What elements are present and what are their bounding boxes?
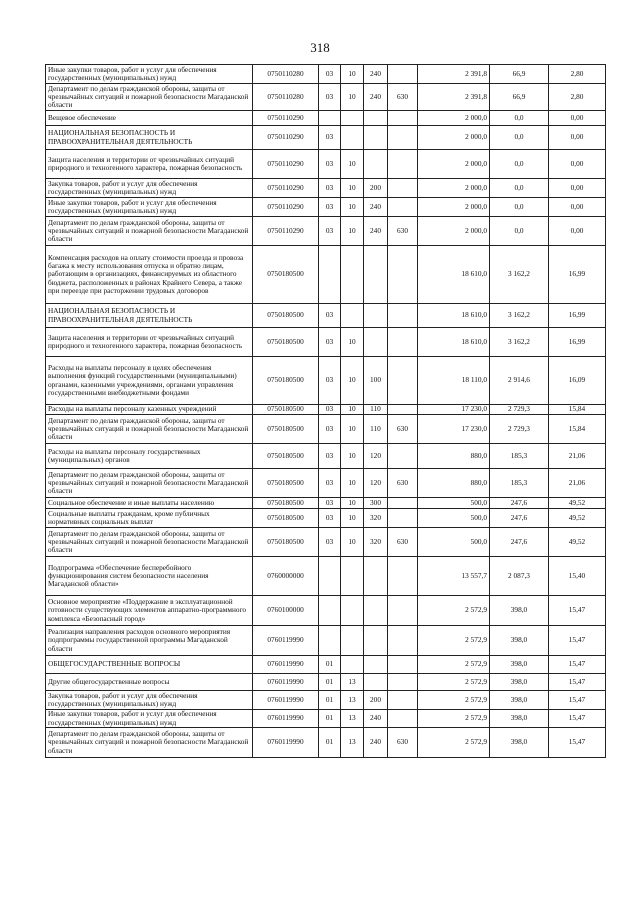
row-percent-cell: 15,84 <box>549 415 606 444</box>
table-row <box>46 469 606 498</box>
row-planned-amount-cell: 2 000,0 <box>418 198 490 217</box>
row-planned-amount-cell: 2 572,9 <box>418 728 490 758</box>
row-section-cell: 03 <box>319 198 341 217</box>
row-name-cell: Закупка товаров, работ и услуг для обеспечения государственных (муниципальных) нужд <box>46 691 253 710</box>
row-expense-type-cell: 200 <box>364 691 388 710</box>
row-subsection-cell: 10 <box>341 84 364 111</box>
row-code-cell: 0760119990 <box>253 728 319 758</box>
row-actual-amount-cell: 0,0 <box>490 150 549 179</box>
row-percent-cell: 0,00 <box>549 111 606 126</box>
row-name-cell: Другие общегосударственные вопросы <box>46 674 253 691</box>
table-row <box>46 246 606 304</box>
row-actual-amount-cell: 398,0 <box>490 674 549 691</box>
row-expense-type-cell: 320 <box>364 528 388 557</box>
row-percent-cell: 2,80 <box>549 65 606 84</box>
row-planned-amount-cell: 2 572,9 <box>418 596 490 626</box>
row-name-cell: Иные закупки товаров, работ и услуг для обеспечения государственных (муниципальных) нужд <box>46 710 253 728</box>
row-percent-cell: 15,47 <box>549 728 606 758</box>
row-code-cell: 0750180500 <box>253 357 319 405</box>
table-row <box>46 557 606 596</box>
row-section-cell: 01 <box>319 691 341 710</box>
row-section-cell: 03 <box>319 498 341 509</box>
row-actual-amount-cell: 185,3 <box>490 444 549 469</box>
row-section-cell: 03 <box>319 469 341 498</box>
row-section-cell: 03 <box>319 126 341 150</box>
row-planned-amount-cell: 500,0 <box>418 528 490 557</box>
row-subsection-cell: 10 <box>341 469 364 498</box>
row-percent-cell: 15,47 <box>549 691 606 710</box>
row-administrator-cell <box>388 509 418 528</box>
row-section-cell: 01 <box>319 728 341 758</box>
row-planned-amount-cell: 13 557,7 <box>418 557 490 596</box>
row-code-cell: 0750180500 <box>253 304 319 328</box>
row-name-cell: Компенсация расходов на оплату стоимости проезда и провоза багажа к месту использования отпуска и обратно лицам, работающим в организациях, финансируемых из областного бюджета, расположенных в районах Крайнего Севера, а также при переезде при расторжении трудовых договоров <box>46 246 253 304</box>
row-code-cell: 0750110280 <box>253 84 319 111</box>
row-planned-amount-cell: 2 572,9 <box>418 710 490 728</box>
table-row <box>46 498 606 509</box>
table-row <box>46 111 606 126</box>
row-code-cell: 0750180500 <box>253 405 319 415</box>
row-administrator-cell <box>388 674 418 691</box>
row-section-cell: 03 <box>319 150 341 179</box>
row-planned-amount-cell: 18 610,0 <box>418 304 490 328</box>
row-subsection-cell <box>341 246 364 304</box>
row-expense-type-cell: 300 <box>364 498 388 509</box>
row-actual-amount-cell: 398,0 <box>490 626 549 656</box>
row-name-cell: Закупка товаров, работ и услуг для обеспечения государственных (муниципальных) нужд <box>46 179 253 198</box>
table-row <box>46 198 606 217</box>
row-code-cell: 0760119990 <box>253 710 319 728</box>
row-administrator-cell <box>388 304 418 328</box>
row-planned-amount-cell: 500,0 <box>418 498 490 509</box>
row-actual-amount-cell: 247,6 <box>490 528 549 557</box>
row-subsection-cell: 10 <box>341 198 364 217</box>
row-actual-amount-cell: 398,0 <box>490 596 549 626</box>
row-section-cell: 03 <box>319 304 341 328</box>
row-planned-amount-cell: 880,0 <box>418 444 490 469</box>
row-subsection-cell: 10 <box>341 179 364 198</box>
row-subsection-cell <box>341 111 364 126</box>
row-section-cell <box>319 246 341 304</box>
table-row <box>46 656 606 674</box>
row-percent-cell: 49,52 <box>549 509 606 528</box>
row-actual-amount-cell: 66,9 <box>490 84 549 111</box>
row-name-cell: Департамент по делам гражданской обороны, защиты от чрезвычайных ситуаций и пожарной безопасности Магаданской области <box>46 84 253 111</box>
row-section-cell: 03 <box>319 65 341 84</box>
row-expense-type-cell: 200 <box>364 179 388 198</box>
row-expense-type-cell: 240 <box>364 198 388 217</box>
row-planned-amount-cell: 18 610,0 <box>418 328 490 357</box>
row-name-cell: Основное мероприятие «Поддержание в эксплуатационной готовности существующих элементов аппаратно-программного комплекса «Безопасный город» <box>46 596 253 626</box>
row-administrator-cell <box>388 357 418 405</box>
row-expense-type-cell: 110 <box>364 415 388 444</box>
row-code-cell: 0750180500 <box>253 509 319 528</box>
row-percent-cell: 0,00 <box>549 179 606 198</box>
row-administrator-cell: 630 <box>388 469 418 498</box>
row-name-cell: Расходы на выплаты персоналу государственных (муниципальных) органов <box>46 444 253 469</box>
row-administrator-cell: 630 <box>388 528 418 557</box>
row-subsection-cell: 10 <box>341 405 364 415</box>
row-section-cell: 03 <box>319 415 341 444</box>
row-subsection-cell: 10 <box>341 444 364 469</box>
row-actual-amount-cell: 3 162,2 <box>490 304 549 328</box>
row-administrator-cell: 630 <box>388 84 418 111</box>
row-section-cell: 03 <box>319 528 341 557</box>
row-expense-type-cell: 240 <box>364 710 388 728</box>
table-row <box>46 415 606 444</box>
row-expense-type-cell: 110 <box>364 405 388 415</box>
row-administrator-cell: 630 <box>388 728 418 758</box>
row-expense-type-cell: 120 <box>364 469 388 498</box>
row-percent-cell: 16,99 <box>549 246 606 304</box>
table-row <box>46 691 606 710</box>
row-administrator-cell <box>388 150 418 179</box>
table-row <box>46 179 606 198</box>
table-row <box>46 304 606 328</box>
row-subsection-cell: 10 <box>341 357 364 405</box>
row-administrator-cell <box>388 596 418 626</box>
row-subsection-cell <box>341 304 364 328</box>
row-subsection-cell <box>341 126 364 150</box>
row-expense-type-cell <box>364 656 388 674</box>
row-subsection-cell <box>341 656 364 674</box>
row-code-cell: 0750180500 <box>253 415 319 444</box>
row-section-cell <box>319 111 341 126</box>
row-planned-amount-cell: 2 000,0 <box>418 126 490 150</box>
table-row <box>46 596 606 626</box>
table-row <box>46 65 606 84</box>
row-section-cell: 03 <box>319 217 341 246</box>
table-row <box>46 626 606 656</box>
row-actual-amount-cell: 0,0 <box>490 179 549 198</box>
row-planned-amount-cell: 880,0 <box>418 469 490 498</box>
row-actual-amount-cell: 398,0 <box>490 691 549 710</box>
row-name-cell: Социальные выплаты гражданам, кроме публичных нормативных социальных выплат <box>46 509 253 528</box>
row-planned-amount-cell: 2 000,0 <box>418 217 490 246</box>
row-expense-type-cell <box>364 126 388 150</box>
row-administrator-cell <box>388 656 418 674</box>
row-code-cell: 0750110290 <box>253 150 319 179</box>
row-planned-amount-cell: 18 110,0 <box>418 357 490 405</box>
row-code-cell: 0750180500 <box>253 498 319 509</box>
row-administrator-cell <box>388 179 418 198</box>
row-subsection-cell: 10 <box>341 217 364 246</box>
row-actual-amount-cell: 3 162,2 <box>490 328 549 357</box>
row-planned-amount-cell: 2 000,0 <box>418 179 490 198</box>
row-administrator-cell: 630 <box>388 217 418 246</box>
row-name-cell: Департамент по делам гражданской обороны, защиты от чрезвычайных ситуаций и пожарной безопасности Магаданской области <box>46 415 253 444</box>
row-subsection-cell: 13 <box>341 674 364 691</box>
table-body <box>46 65 606 758</box>
table-row <box>46 674 606 691</box>
row-actual-amount-cell: 0,0 <box>490 126 549 150</box>
table-row <box>46 357 606 405</box>
row-name-cell: Расходы на выплаты персоналу казенных учреждений <box>46 405 253 415</box>
row-expense-type-cell: 240 <box>364 217 388 246</box>
row-code-cell: 0760119990 <box>253 674 319 691</box>
row-percent-cell: 2,80 <box>549 84 606 111</box>
row-subsection-cell: 13 <box>341 728 364 758</box>
row-subsection-cell <box>341 596 364 626</box>
row-code-cell: 0750110290 <box>253 198 319 217</box>
row-name-cell: Департамент по делам гражданской обороны, защиты от чрезвычайных ситуаций и пожарной безопасности Магаданской области <box>46 217 253 246</box>
table-row <box>46 217 606 246</box>
row-section-cell: 03 <box>319 84 341 111</box>
row-code-cell: 0750180500 <box>253 444 319 469</box>
row-administrator-cell <box>388 126 418 150</box>
table-row <box>46 150 606 179</box>
row-subsection-cell: 13 <box>341 691 364 710</box>
row-name-cell: Социальное обеспечение и иные выплаты населению <box>46 498 253 509</box>
row-expense-type-cell <box>364 557 388 596</box>
row-percent-cell: 0,00 <box>549 198 606 217</box>
row-section-cell: 01 <box>319 710 341 728</box>
row-expense-type-cell: 240 <box>364 728 388 758</box>
row-code-cell: 0760000000 <box>253 557 319 596</box>
row-expense-type-cell: 240 <box>364 65 388 84</box>
row-name-cell: Иные закупки товаров, работ и услуг для обеспечения государственных (муниципальных) нужд <box>46 65 253 84</box>
row-actual-amount-cell: 398,0 <box>490 710 549 728</box>
row-actual-amount-cell: 2 914,6 <box>490 357 549 405</box>
row-actual-amount-cell: 398,0 <box>490 656 549 674</box>
row-code-cell: 0750110290 <box>253 179 319 198</box>
row-name-cell: Подпрограмма «Обеспечение бесперебойного функционирования систем безопасности населения Магаданской области» <box>46 557 253 596</box>
table-row <box>46 444 606 469</box>
row-name-cell: Департамент по делам гражданской обороны, защиты от чрезвычайных ситуаций и пожарной безопасности Магаданской области <box>46 469 253 498</box>
row-subsection-cell <box>341 626 364 656</box>
row-percent-cell: 0,00 <box>549 150 606 179</box>
row-planned-amount-cell: 18 610,0 <box>418 246 490 304</box>
row-name-cell: Вещевое обеспечение <box>46 111 253 126</box>
row-percent-cell: 49,52 <box>549 528 606 557</box>
row-name-cell: Департамент по делам гражданской обороны, защиты от чрезвычайных ситуаций и пожарной безопасности Магаданской области <box>46 728 253 758</box>
row-percent-cell: 15,47 <box>549 596 606 626</box>
row-section-cell: 03 <box>319 444 341 469</box>
row-planned-amount-cell: 2 572,9 <box>418 691 490 710</box>
row-expense-type-cell <box>364 150 388 179</box>
row-administrator-cell <box>388 444 418 469</box>
row-expense-type-cell <box>364 626 388 656</box>
row-percent-cell: 15,47 <box>549 710 606 728</box>
row-percent-cell: 16,99 <box>549 328 606 357</box>
row-subsection-cell: 10 <box>341 498 364 509</box>
row-planned-amount-cell: 2 000,0 <box>418 150 490 179</box>
row-administrator-cell: 630 <box>388 415 418 444</box>
row-actual-amount-cell: 247,6 <box>490 509 549 528</box>
table-row <box>46 84 606 111</box>
table-row <box>46 405 606 415</box>
row-subsection-cell: 10 <box>341 528 364 557</box>
row-planned-amount-cell: 2 572,9 <box>418 674 490 691</box>
row-planned-amount-cell: 2 572,9 <box>418 656 490 674</box>
budget-table <box>45 64 606 758</box>
row-percent-cell: 21,06 <box>549 469 606 498</box>
row-planned-amount-cell: 2 391,8 <box>418 65 490 84</box>
row-administrator-cell <box>388 111 418 126</box>
row-section-cell: 01 <box>319 674 341 691</box>
table-row <box>46 509 606 528</box>
row-actual-amount-cell: 0,0 <box>490 198 549 217</box>
row-expense-type-cell <box>364 596 388 626</box>
row-actual-amount-cell: 398,0 <box>490 728 549 758</box>
row-expense-type-cell: 100 <box>364 357 388 405</box>
row-name-cell: Департамент по делам гражданской обороны, защиты от чрезвычайных ситуаций и пожарной безопасности Магаданской области <box>46 528 253 557</box>
row-administrator-cell <box>388 198 418 217</box>
row-expense-type-cell <box>364 304 388 328</box>
row-code-cell: 0760119990 <box>253 656 319 674</box>
row-administrator-cell <box>388 498 418 509</box>
row-subsection-cell: 10 <box>341 328 364 357</box>
row-percent-cell: 15,84 <box>549 405 606 415</box>
row-subsection-cell: 10 <box>341 509 364 528</box>
row-actual-amount-cell: 2 729,3 <box>490 405 549 415</box>
row-percent-cell: 21,06 <box>549 444 606 469</box>
row-code-cell: 0750180500 <box>253 246 319 304</box>
row-code-cell: 0760119990 <box>253 626 319 656</box>
row-administrator-cell <box>388 246 418 304</box>
row-name-cell: НАЦИОНАЛЬНАЯ БЕЗОПАСНОСТЬ И ПРАВООХРАНИТЕЛЬНАЯ ДЕЯТЕЛЬНОСТЬ <box>46 304 253 328</box>
row-code-cell: 0750180500 <box>253 328 319 357</box>
row-actual-amount-cell: 0,0 <box>490 111 549 126</box>
table-row <box>46 728 606 758</box>
row-expense-type-cell: 240 <box>364 84 388 111</box>
row-percent-cell: 15,47 <box>549 674 606 691</box>
row-actual-amount-cell: 2 729,3 <box>490 415 549 444</box>
page-number: 318 <box>310 40 330 55</box>
row-planned-amount-cell: 17 230,0 <box>418 405 490 415</box>
row-name-cell: Иные закупки товаров, работ и услуг для обеспечения государственных (муниципальных) нужд <box>46 198 253 217</box>
row-expense-type-cell: 320 <box>364 509 388 528</box>
row-planned-amount-cell: 2 000,0 <box>418 111 490 126</box>
row-code-cell: 0750110290 <box>253 111 319 126</box>
row-percent-cell: 16,99 <box>549 304 606 328</box>
row-actual-amount-cell: 66,9 <box>490 65 549 84</box>
row-name-cell: Защита населения и территории от чрезвычайных ситуаций природного и техногенного характера, пожарная безопасность <box>46 150 253 179</box>
row-actual-amount-cell: 247,6 <box>490 498 549 509</box>
row-percent-cell: 49,52 <box>549 498 606 509</box>
row-section-cell <box>319 596 341 626</box>
table-row <box>46 710 606 728</box>
table-row <box>46 528 606 557</box>
row-actual-amount-cell: 2 087,3 <box>490 557 549 596</box>
row-actual-amount-cell: 3 162,2 <box>490 246 549 304</box>
row-administrator-cell <box>388 557 418 596</box>
row-code-cell: 0750110280 <box>253 65 319 84</box>
row-expense-type-cell: 120 <box>364 444 388 469</box>
row-planned-amount-cell: 2 572,9 <box>418 626 490 656</box>
row-code-cell: 0750180500 <box>253 528 319 557</box>
table-row <box>46 328 606 357</box>
row-administrator-cell <box>388 691 418 710</box>
row-percent-cell: 0,00 <box>549 217 606 246</box>
row-section-cell: 03 <box>319 509 341 528</box>
row-name-cell: НАЦИОНАЛЬНАЯ БЕЗОПАСНОСТЬ И ПРАВООХРАНИТЕЛЬНАЯ ДЕЯТЕЛЬНОСТЬ <box>46 126 253 150</box>
row-expense-type-cell <box>364 111 388 126</box>
row-percent-cell: 15,40 <box>549 557 606 596</box>
row-expense-type-cell <box>364 674 388 691</box>
row-expense-type-cell <box>364 328 388 357</box>
row-section-cell: 03 <box>319 179 341 198</box>
row-administrator-cell <box>388 405 418 415</box>
row-section-cell <box>319 626 341 656</box>
row-planned-amount-cell: 500,0 <box>418 509 490 528</box>
row-subsection-cell: 10 <box>341 415 364 444</box>
row-name-cell: Защита населения и территории от чрезвычайных ситуаций природного и техногенного характера, пожарная безопасность <box>46 328 253 357</box>
row-section-cell <box>319 557 341 596</box>
row-expense-type-cell <box>364 246 388 304</box>
row-administrator-cell <box>388 65 418 84</box>
row-code-cell: 0750110290 <box>253 126 319 150</box>
row-percent-cell: 15,47 <box>549 626 606 656</box>
row-name-cell: Реализация направления расходов основного мероприятия подпрограммы государственной программы Магаданской области <box>46 626 253 656</box>
row-subsection-cell: 10 <box>341 65 364 84</box>
row-name-cell: Расходы на выплаты персоналу в целях обеспечения выполнения функций государственными (муниципальными) органами, казенными учреждениями, органами управления государственными внебюджетными фондами <box>46 357 253 405</box>
row-percent-cell: 16,09 <box>549 357 606 405</box>
row-code-cell: 0760119990 <box>253 691 319 710</box>
row-planned-amount-cell: 2 391,8 <box>418 84 490 111</box>
row-section-cell: 01 <box>319 656 341 674</box>
row-section-cell: 03 <box>319 357 341 405</box>
row-name-cell: ОБЩЕГОСУДАРСТВЕННЫЕ ВОПРОСЫ <box>46 656 253 674</box>
row-actual-amount-cell: 0,0 <box>490 217 549 246</box>
row-subsection-cell <box>341 557 364 596</box>
table-row <box>46 126 606 150</box>
row-code-cell: 0750110290 <box>253 217 319 246</box>
row-code-cell: 0750180500 <box>253 469 319 498</box>
row-subsection-cell: 10 <box>341 150 364 179</box>
row-subsection-cell: 13 <box>341 710 364 728</box>
row-actual-amount-cell: 185,3 <box>490 469 549 498</box>
row-administrator-cell <box>388 328 418 357</box>
row-percent-cell: 15,47 <box>549 656 606 674</box>
row-section-cell: 03 <box>319 328 341 357</box>
row-planned-amount-cell: 17 230,0 <box>418 415 490 444</box>
row-administrator-cell <box>388 626 418 656</box>
row-code-cell: 0760100000 <box>253 596 319 626</box>
row-section-cell: 03 <box>319 405 341 415</box>
row-administrator-cell <box>388 710 418 728</box>
row-percent-cell: 0,00 <box>549 126 606 150</box>
